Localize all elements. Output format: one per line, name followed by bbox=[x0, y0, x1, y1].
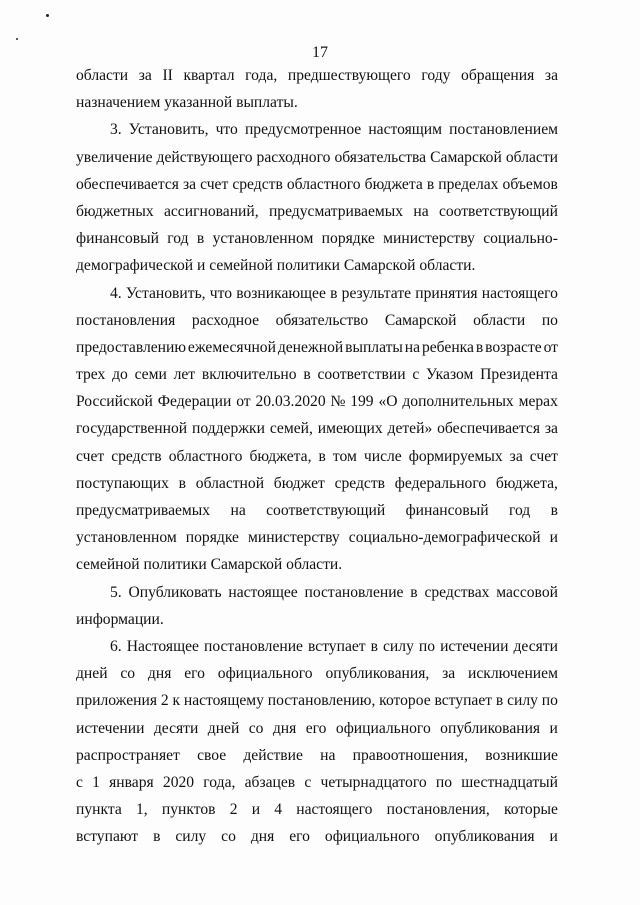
text-line: области за II квартал года, предшествующего году обращения за bbox=[76, 67, 558, 84]
text-line: демографической и семейной политики Самарской области. bbox=[76, 257, 476, 275]
text-line: распространяет свое действие на правоотношения, возникшие bbox=[76, 746, 558, 764]
text-line: приложения 2 к настоящему постановлению, которое вступает в силу по bbox=[76, 692, 558, 710]
text-line: 3. Установить, что предусмотренное настоящим постановлением bbox=[110, 121, 558, 139]
text-line: 5. Опубликовать настоящее постановление в средствах массовой bbox=[110, 583, 558, 601]
text-line: государственной поддержки семей, имеющих детей» обеспечивается за bbox=[76, 420, 558, 438]
text-line: назначением указанной выплаты. bbox=[76, 94, 298, 112]
text-line: счет средств областного бюджета, в том числе формируемых за счет bbox=[76, 447, 558, 465]
text-line: трех до семи лет включительно в соответствии с Указом Президента bbox=[76, 366, 558, 384]
text-line: постановления расходное обязательство Самарской области по bbox=[76, 311, 558, 329]
text-line: обеспечивается за счет средств областного бюджета в пределах объемов bbox=[76, 175, 558, 193]
text-line: бюджетных ассигнований, предусматриваемых на соответствующий bbox=[76, 202, 558, 220]
page-number: 17 bbox=[312, 44, 328, 61]
document-body bbox=[76, 62, 558, 850]
text-line: 4. Установить, что возникающее в результате принятия настоящего bbox=[110, 284, 558, 302]
text-line: с 1 января 2020 года, абзацев с четырнадцатого по шестнадцатый bbox=[76, 773, 558, 791]
text-line: финансовый год в установленном порядке министерству социально- bbox=[76, 230, 558, 248]
text-line: информации. bbox=[76, 610, 164, 628]
scan-mark bbox=[16, 38, 18, 40]
text-line: установленном порядке министерству социально-демографической и bbox=[76, 529, 558, 547]
text-line: 6. Настоящее постановление вступает в силу по истечении десяти bbox=[110, 637, 558, 655]
text-line: дней со дня его официального опубликования, за исключением bbox=[76, 665, 558, 683]
text-line: увеличение действующего расходного обязательства Самарской области bbox=[76, 148, 558, 166]
text-line: предоставлению ежемесячной денежной выплаты на ребенка в возрасте от bbox=[76, 338, 558, 356]
text-line: поступающих в областной бюджет средств федерального бюджета, bbox=[76, 474, 558, 492]
scan-mark bbox=[46, 14, 49, 17]
text-line: Российской Федерации от 20.03.2020 № 199 «О дополнительных мерах bbox=[76, 393, 558, 411]
text-line: семейной политики Самарской области. bbox=[76, 556, 343, 574]
text-line: истечении десяти дней со дня его официального опубликования и bbox=[76, 719, 558, 737]
text-line: вступают в силу со дня его официального опубликования и bbox=[76, 828, 558, 846]
text-line: предусматриваемых на соответствующий финансовый год в bbox=[76, 502, 558, 519]
text-line: пункта 1, пунктов 2 и 4 настоящего постановления, которые bbox=[76, 801, 558, 819]
